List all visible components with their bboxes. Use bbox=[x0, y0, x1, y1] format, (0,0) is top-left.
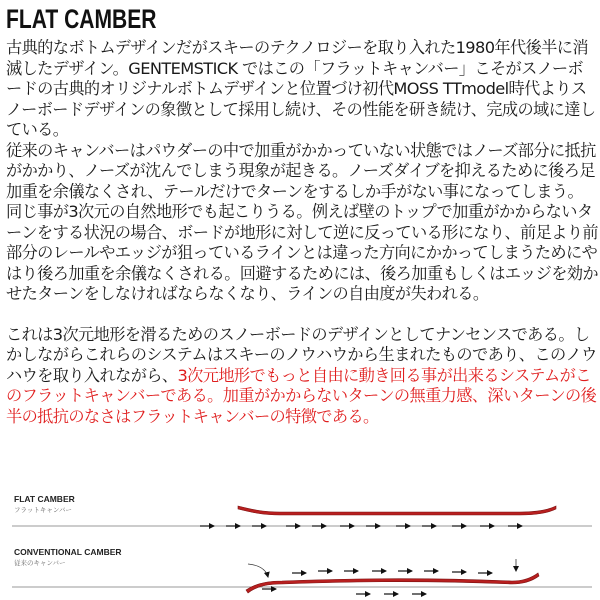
conventional-camber-board bbox=[246, 573, 539, 593]
conventional-camber-sublabel: 従来のキャンバー bbox=[14, 559, 66, 567]
page-title: FLAT CAMBER bbox=[6, 4, 157, 34]
nose-dive-arrow bbox=[248, 564, 268, 577]
conventional-camber-label: CONVENTIONAL CAMBER bbox=[14, 547, 122, 557]
camber-problem-paragraph: 従来のキャンバーはパウダーの中で加重がかかっていない状態ではノーズ部分に抵抗がかかり、ノーズが沈んでしまう現象が起きる。ノーズダイブを抑えるために後ろ足加重を余儀なくされ、テールだけでターンをするしか手がない事になってしまう。 同じ事が3次元の自然地形でも起こりうる。例えば壁のトップで加重がかからないターンをする状況の場合、ボードが地形に対して逆に反っている形になり、前足より前部分のレールやエッジが狙っているラインとは違った方向にかかってしまうためにやはり後ろ加重を余儀なくされる。回避するためには、後ろ加重もしくはエッジを効かせたターンをしなければならなくなり、ラインの自由度が失われる。 bbox=[6, 140, 598, 303]
camber-diagram bbox=[0, 485, 600, 600]
conclusion-black-text: これは3次元地形を滑るためのスノーボードのデザインとしてナンセンスである。しかしながらこれらのシステムはスキーのノウハウから生まれたものであり、このノウハウを取り入れながら、 bbox=[6, 324, 597, 385]
body-text bbox=[6, 38, 598, 427]
flat-camber-sublabel: フラットキャンバー bbox=[14, 506, 72, 514]
conclusion-red-text: 3次元地形でもっと自由に動き回る事が出来るシステムがこのフラットキャンバーである。加重がかからないターンの無重力感、深いターンの後半の抵抗のなさはフラットキャンバーの特徴である。 bbox=[6, 365, 597, 426]
intro-paragraph: 古典的なボトムデザインだがスキーのテクノロジーを取り入れた1980年代後半に消滅したデザイン。GENTEMSTICK ではこの「フラットキャンバー」こそがスノーボードの古典的オリジナルボトムデザインと位置づけ初代MOSS TTmodel時代よりスノーボードデザインの象徴として採用し続け、その性能を研き続け、完成の域に達している。 bbox=[6, 38, 596, 139]
flat-camber-label: FLAT CAMBER bbox=[14, 494, 75, 504]
flat-camber-board bbox=[238, 506, 556, 515]
conclusion-paragraph bbox=[6, 325, 598, 428]
paragraph-gap bbox=[6, 305, 598, 325]
